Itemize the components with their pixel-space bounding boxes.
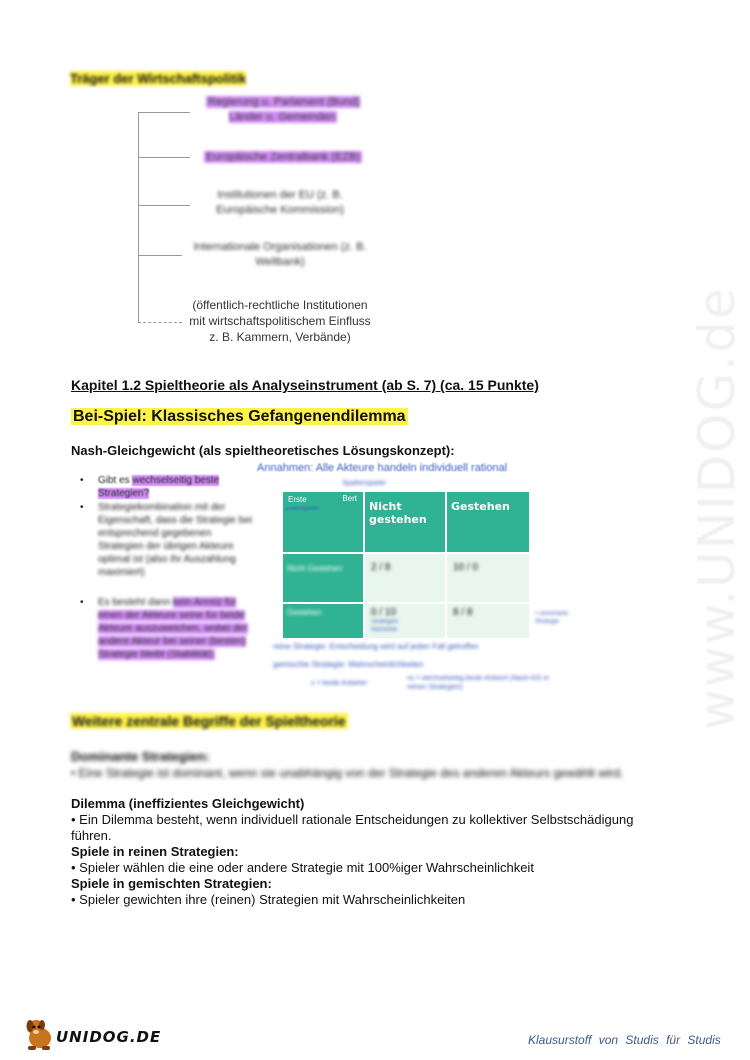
- nash-bullets: • Gibt es wechselseitig beste Strategien? • Strategiekombination mit der Eigenschaft, dass die Strategie bei entsprechend gegebenen Strategien der übrigen Akteure optimal ist (also ihr Auszahlung maximiert) • Es besteht dann kein Anreiz für einen der Akteure seine für beide Akteure auszuweichen, wobei der andere Akteur bei seiner (besten) Strategie bleibt (Stabilität).: [80, 475, 252, 660]
- corner-erste: Erste: [288, 495, 307, 504]
- matrix-col-gestehen: Gestehen: [447, 492, 531, 554]
- weitere-heading: [70, 713, 348, 731]
- footer-logo[interactable]: [22, 1016, 162, 1052]
- traeger-node-ezb: Europäische Zentralbank (EZB): [205, 151, 361, 163]
- matrix-note-1: reine Strategie: Entscheidung wird auf jeden Fall getroffen: [273, 642, 479, 651]
- kapitel-heading: Kapitel 1.2 Spieltheorie als Analyseinstrument (ab S. 7) (ca. 15 Punkte): [71, 377, 539, 393]
- annahmen-text: Annahmen: Alle Akteure handeln individuell rational: [257, 462, 508, 474]
- dilemma-text-1: • Ein Dilemma besteht, wenn individuell rationale Entscheidungen zu kollektiver Selbstschädigung: [71, 812, 634, 827]
- zeilenspieler-label: Zeilenspieler: [285, 506, 320, 512]
- matrix-cell-22: 8 / 8: [447, 604, 531, 640]
- dominante-text: • Eine Strategie ist dominant, wenn sie unabhängig von der Strategie des anderen Akteurs gewählt wird.: [71, 766, 624, 780]
- footer-logo-text: UNIDOG.DE: [56, 1028, 162, 1046]
- weitere-heading-text: Weitere zentrale Begriffe der Spieltheorie: [72, 713, 346, 729]
- traeger-node-international: Internationale Organisationen (z. B. Weltbank): [193, 241, 367, 268]
- nash-heading: Nash-Gleichgewicht (als spieltheoretisches Lösungskonzept):: [71, 443, 455, 458]
- beispiel-heading-text: Bei-Spiel: Klassisches Gefangenendilemma: [73, 408, 406, 425]
- footer-tagline: Klausurstoff von Studis für Studis: [528, 1033, 721, 1047]
- dog-icon: [22, 1016, 58, 1052]
- watermark: www.UNIDOG.de: [688, 286, 746, 730]
- beispiel-heading: [71, 408, 408, 426]
- traeger-node-regierung: Regierung u. Parlament (Bund) Länder u. Gemeinden: [207, 96, 361, 123]
- matrix-corner: [283, 492, 365, 554]
- matrix-row-gestehen: Gestehen: [283, 604, 365, 640]
- traeger-title-text: Träger der Wirtschaftspolitik: [70, 71, 247, 86]
- traeger-node-eu: Institutionen der EU (z. B. Europäische Kommission): [216, 189, 344, 216]
- dilemma-title: Dilemma (ineffizientes Gleichgewicht): [71, 796, 305, 811]
- gemischt-title: Spiele in gemischten Strategien:: [71, 876, 272, 891]
- matrix-cell-12: 10 / 0: [447, 554, 531, 604]
- matrix-note-3: x = beide Anbieter: [311, 680, 368, 687]
- reine-title: Spiele in reinen Strategien:: [71, 844, 239, 859]
- traeger-title: [70, 71, 246, 86]
- spaltenspieler-label: Spaltenspieler: [342, 480, 387, 487]
- reine-text: • Spieler wählen die eine oder andere Strategie mit 100%iger Wahrscheinlichkeit: [71, 860, 534, 875]
- traeger-node-oeffentlich-3: z. B. Kammern, Verbände): [209, 330, 351, 344]
- dominant-note: = dominante Strategie: [535, 611, 569, 625]
- matrix-row-nicht-gestehen: Nicht Gestehen: [283, 554, 365, 604]
- dominante-title: Dominante Strategien:: [71, 749, 210, 764]
- gemischt-text: • Spieler gewichten ihre (reinen) Strategien mit Wahrscheinlichkeiten: [71, 892, 466, 907]
- matrix-note-2: gemischte Strategie: Wahrscheinlichkeiten: [273, 660, 424, 669]
- matrix-cell-11: 2 / 8: [365, 554, 447, 604]
- traeger-node-oeffentlich-2: mit wirtschaftspolitischem Einfluss: [189, 314, 371, 328]
- traeger-node-oeffentlich-1: (öffentlich-rechtliche Institutionen: [192, 298, 368, 312]
- dilemma-text-2: führen.: [71, 828, 112, 843]
- payoff-matrix: [255, 462, 595, 697]
- matrix-cell-21: 0 / 10 Strategien Harmonie: [365, 604, 447, 640]
- matrix-note-4: xx = wechselseitig beste Antwort (Nash-GG in reinen Strategien): [407, 675, 550, 691]
- corner-bert: Bert: [342, 494, 357, 503]
- matrix-col-nicht-gestehen: Nicht gestehen: [365, 492, 447, 554]
